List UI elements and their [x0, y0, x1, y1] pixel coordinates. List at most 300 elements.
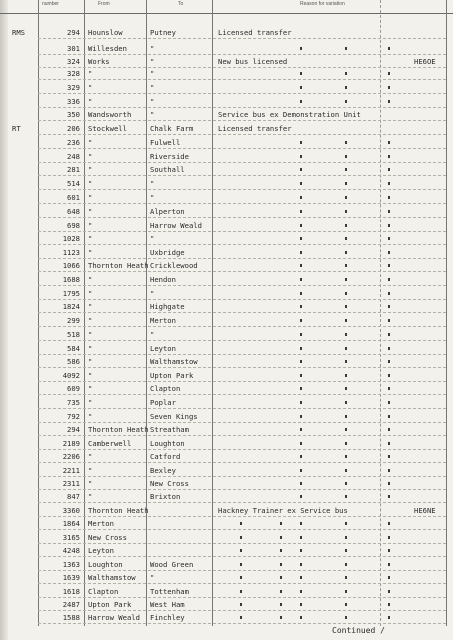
continued-note: Continued /: [332, 626, 385, 635]
to-garage: Clapton: [150, 384, 181, 393]
fleet-number: 601: [67, 193, 80, 202]
ditto-mark: [388, 522, 390, 525]
to-garage: Upton Park: [150, 371, 194, 380]
fleet-number: 248: [67, 152, 80, 161]
to-garage: Tottenham: [150, 587, 189, 596]
ditto-mark: [345, 168, 347, 171]
to-garage: Harrow Weald: [150, 221, 202, 230]
row-rule: [38, 231, 446, 232]
ditto-mark: [300, 141, 302, 144]
from-garage: New Cross: [88, 533, 127, 542]
ditto-mark: [388, 47, 390, 50]
fleet-number: 1824: [62, 302, 80, 311]
ditto-mark: [388, 168, 390, 171]
ditto-mark: [280, 616, 282, 619]
ditto-mark: [240, 603, 242, 606]
to-garage: Hendon: [150, 275, 176, 284]
to-garage: Chalk Farm: [150, 124, 194, 133]
ditto-mark: [388, 603, 390, 606]
to-garage: Uxbridge: [150, 248, 185, 257]
fleet-prefix: RMS: [12, 28, 25, 37]
from-garage: ": [88, 275, 93, 284]
to-garage: Brixton: [150, 492, 181, 501]
fleet-number: 350: [67, 110, 80, 119]
row-rule: [38, 516, 446, 517]
from-garage: ": [88, 138, 93, 147]
ditto-mark: [240, 536, 242, 539]
ditto-mark: [300, 549, 302, 552]
fleet-number: 2487: [62, 600, 80, 609]
row-rule: [38, 217, 446, 218]
row-rule: [38, 529, 446, 530]
from-garage: Upton Park: [88, 600, 132, 609]
ditto-mark: [388, 469, 390, 472]
ditto-mark: [300, 401, 302, 404]
to-garage: Catford: [150, 452, 181, 461]
ditto-mark: [388, 319, 390, 322]
to-garage: ": [150, 234, 155, 243]
fleet-number: 299: [67, 316, 80, 325]
row-rule: [38, 148, 446, 149]
from-garage: ": [88, 248, 93, 257]
ditto-mark: [280, 536, 282, 539]
row-rule: [38, 556, 446, 557]
to-garage: Southall: [150, 165, 185, 174]
to-garage: Bexley: [150, 466, 176, 475]
to-garage: ": [150, 289, 155, 298]
ditto-mark: [388, 141, 390, 144]
ditto-mark: [345, 401, 347, 404]
ditto-mark: [345, 333, 347, 336]
fleet-number: 281: [67, 165, 80, 174]
from-garage: Willesden: [88, 44, 127, 53]
row-rule: [38, 244, 446, 245]
ditto-mark: [345, 141, 347, 144]
ditto-mark: [388, 72, 390, 75]
ditto-mark: [345, 455, 347, 458]
from-garage: ": [88, 289, 93, 298]
ditto-mark: [345, 415, 347, 418]
ditto-mark: [345, 292, 347, 295]
ditto-mark: [240, 616, 242, 619]
ditto-mark: [388, 563, 390, 566]
fleet-number: 518: [67, 330, 80, 339]
reason-for-variation: Service bus ex Demonstration Unit: [218, 110, 361, 119]
to-garage: ": [150, 110, 155, 119]
ditto-mark: [388, 155, 390, 158]
ditto-mark: [345, 305, 347, 308]
to-garage: ": [150, 83, 155, 92]
ditto-mark: [300, 182, 302, 185]
fleet-number: 2211: [62, 466, 80, 475]
fleet-number: 1795: [62, 289, 80, 298]
ditto-mark: [280, 549, 282, 552]
to-garage: Loughton: [150, 439, 185, 448]
from-garage: Thornton Heath: [88, 425, 149, 434]
from-garage: Stockwell: [88, 124, 127, 133]
ditto-mark: [345, 522, 347, 525]
ditto-mark: [345, 442, 347, 445]
ditto-mark: [300, 237, 302, 240]
to-garage: Poplar: [150, 398, 176, 407]
ditto-mark: [300, 319, 302, 322]
from-garage: Camberwell: [88, 439, 132, 448]
ditto-mark: [300, 387, 302, 390]
ditto-mark: [388, 264, 390, 267]
ditto-mark: [300, 536, 302, 539]
reason-for-variation: Hackney Trainer ex Service bus: [218, 506, 348, 515]
ditto-mark: [345, 155, 347, 158]
from-garage: Wandsworth: [88, 110, 132, 119]
to-garage: ": [150, 69, 155, 78]
from-garage: ": [88, 69, 93, 78]
ditto-mark: [300, 224, 302, 227]
row-rule: [38, 326, 446, 327]
from-garage: Thornton Heath: [88, 261, 149, 270]
to-garage: Merton: [150, 316, 176, 325]
ditto-mark: [388, 428, 390, 431]
ditto-mark: [388, 347, 390, 350]
ditto-mark: [300, 616, 302, 619]
fleet-number: 1618: [62, 587, 80, 596]
ditto-mark: [240, 549, 242, 552]
ditto-mark: [300, 603, 302, 606]
fleet-prefix: RT: [12, 124, 21, 133]
ditto-mark: [300, 360, 302, 363]
row-rule: [38, 583, 446, 584]
row-rule: [38, 189, 446, 190]
to-garage: ": [150, 330, 155, 339]
fleet-number: 1688: [62, 275, 80, 284]
header-number: number: [42, 1, 59, 7]
fleet-number: 328: [67, 69, 80, 78]
fleet-number: 735: [67, 398, 80, 407]
ditto-mark: [345, 374, 347, 377]
ditto-mark: [388, 292, 390, 295]
ditto-mark: [300, 590, 302, 593]
ditto-mark: [345, 237, 347, 240]
ditto-mark: [240, 522, 242, 525]
fleet-number: 584: [67, 344, 80, 353]
ditto-mark: [345, 182, 347, 185]
row-rule: [38, 107, 446, 108]
from-garage: Loughton: [88, 560, 123, 569]
row-rule: [38, 120, 446, 121]
ditto-mark: [388, 251, 390, 254]
fleet-number: 324: [67, 57, 80, 66]
from-garage: ": [88, 452, 93, 461]
ditto-mark: [300, 305, 302, 308]
row-rule: [38, 610, 446, 611]
fleet-number: 2311: [62, 479, 80, 488]
from-garage: Hounslow: [88, 28, 123, 37]
from-garage: ": [88, 193, 93, 202]
ditto-mark: [388, 576, 390, 579]
ditto-mark: [300, 428, 302, 431]
to-garage: ": [150, 57, 155, 66]
column-rule: [446, 0, 447, 626]
header-reason: Reason for variation: [300, 1, 345, 7]
fleet-number: 586: [67, 357, 80, 366]
from-garage: Thornton Heath: [88, 506, 149, 515]
fleet-number: 1864: [62, 519, 80, 528]
to-garage: Walthamstow: [150, 357, 198, 366]
fleet-number: 206: [67, 124, 80, 133]
ditto-mark: [345, 576, 347, 579]
ditto-mark: [345, 100, 347, 103]
ditto-mark: [300, 251, 302, 254]
from-garage: Harrow Weald: [88, 613, 140, 622]
from-garage: ": [88, 302, 93, 311]
fleet-number: 301: [67, 44, 80, 53]
from-garage: ": [88, 384, 93, 393]
to-garage: ": [150, 44, 155, 53]
to-garage: Highgate: [150, 302, 185, 311]
ditto-mark: [388, 549, 390, 552]
ditto-mark: [345, 563, 347, 566]
to-garage: Seven Kings: [150, 412, 198, 421]
ditto-mark: [345, 495, 347, 498]
ditto-mark: [345, 278, 347, 281]
fleet-number: 792: [67, 412, 80, 421]
from-garage: ": [88, 207, 93, 216]
row-rule: [38, 381, 446, 382]
ditto-mark: [280, 576, 282, 579]
ditto-mark: [388, 100, 390, 103]
ditto-mark: [280, 603, 282, 606]
row-rule: [38, 312, 446, 313]
ditto-mark: [345, 387, 347, 390]
fleet-number: 1639: [62, 573, 80, 582]
ditto-mark: [388, 333, 390, 336]
registration-code: HE6NE: [414, 506, 436, 515]
row-rule: [38, 258, 446, 259]
ditto-mark: [300, 333, 302, 336]
from-garage: ": [88, 412, 93, 421]
to-garage: Putney: [150, 28, 176, 37]
ditto-mark: [388, 482, 390, 485]
from-garage: Works: [88, 57, 110, 66]
ditto-mark: [345, 360, 347, 363]
ditto-mark: [345, 536, 347, 539]
page-edge-shadow: [0, 0, 8, 640]
from-garage: ": [88, 221, 93, 230]
ditto-mark: [345, 47, 347, 50]
to-garage: Leyton: [150, 344, 176, 353]
ditto-mark: [388, 442, 390, 445]
ditto-mark: [388, 224, 390, 227]
row-rule: [38, 54, 446, 55]
row-rule: [38, 340, 446, 341]
ditto-mark: [345, 196, 347, 199]
from-garage: ": [88, 234, 93, 243]
from-garage: ": [88, 479, 93, 488]
ditto-mark: [388, 360, 390, 363]
row-rule: [38, 67, 446, 68]
fleet-number: 648: [67, 207, 80, 216]
fleet-number: 4092: [62, 371, 80, 380]
ditto-mark: [240, 563, 242, 566]
fleet-number: 236: [67, 138, 80, 147]
row-rule: [38, 79, 446, 80]
ditto-mark: [280, 522, 282, 525]
from-garage: Leyton: [88, 546, 114, 555]
ditto-mark: [300, 495, 302, 498]
ditto-mark: [345, 224, 347, 227]
ditto-mark: [300, 292, 302, 295]
row-rule: [38, 285, 446, 286]
ditto-mark: [300, 469, 302, 472]
ditto-mark: [388, 237, 390, 240]
row-rule: [38, 134, 446, 135]
ditto-mark: [240, 576, 242, 579]
row-rule: [38, 394, 446, 395]
row-rule: [38, 462, 446, 463]
fleet-number: 1028: [62, 234, 80, 243]
ditto-mark: [388, 616, 390, 619]
ditto-mark: [388, 536, 390, 539]
ditto-mark: [345, 319, 347, 322]
ditto-mark: [300, 47, 302, 50]
fleet-number: 3360: [62, 506, 80, 515]
fleet-number: 698: [67, 221, 80, 230]
to-garage: Streatham: [150, 425, 189, 434]
row-rule: [38, 367, 446, 368]
fleet-number: 294: [67, 28, 80, 37]
to-garage: ": [150, 97, 155, 106]
from-garage: ": [88, 165, 93, 174]
ditto-mark: [300, 522, 302, 525]
ditto-mark: [345, 428, 347, 431]
ditto-mark: [345, 590, 347, 593]
ditto-mark: [300, 168, 302, 171]
ditto-mark: [300, 415, 302, 418]
ditto-mark: [388, 210, 390, 213]
from-garage: ": [88, 466, 93, 475]
row-rule: [38, 435, 446, 436]
row-rule: [38, 299, 446, 300]
row-rule: [38, 93, 446, 94]
to-garage: Riverside: [150, 152, 189, 161]
ditto-mark: [345, 251, 347, 254]
ditto-mark: [388, 401, 390, 404]
from-garage: ": [88, 492, 93, 501]
table-header: [0, 0, 453, 14]
fleet-number: 1363: [62, 560, 80, 569]
from-garage: Merton: [88, 519, 114, 528]
fleet-number: 609: [67, 384, 80, 393]
ditto-mark: [300, 86, 302, 89]
to-garage: Alperton: [150, 207, 185, 216]
to-garage: Fulwell: [150, 138, 181, 147]
ditto-mark: [300, 455, 302, 458]
ditto-mark: [388, 387, 390, 390]
ditto-mark: [388, 196, 390, 199]
ditto-mark: [345, 549, 347, 552]
ditto-mark: [300, 576, 302, 579]
ditto-mark: [280, 590, 282, 593]
ditto-mark: [300, 563, 302, 566]
fleet-number: 4248: [62, 546, 80, 555]
ditto-mark: [345, 616, 347, 619]
from-garage: ": [88, 83, 93, 92]
ditto-mark: [345, 86, 347, 89]
ditto-mark: [388, 374, 390, 377]
reason-for-variation: New bus licensed: [218, 57, 288, 66]
fleet-number: 514: [67, 179, 80, 188]
from-garage: ": [88, 398, 93, 407]
row-rule: [38, 203, 446, 204]
ditto-mark: [345, 482, 347, 485]
registration-code: HE6OE: [414, 57, 436, 66]
fleet-number: 847: [67, 492, 80, 501]
to-garage: Wood Green: [150, 560, 194, 569]
from-garage: ": [88, 179, 93, 188]
fleet-number: 3165: [62, 533, 80, 542]
fleet-number: 1066: [62, 261, 80, 270]
ditto-mark: [300, 100, 302, 103]
ditto-mark: [300, 347, 302, 350]
ditto-mark: [240, 590, 242, 593]
from-garage: ": [88, 344, 93, 353]
fleet-number: 294: [67, 425, 80, 434]
ditto-mark: [300, 374, 302, 377]
fleet-number: 2189: [62, 439, 80, 448]
ditto-mark: [300, 482, 302, 485]
ditto-mark: [280, 563, 282, 566]
row-rule: [38, 422, 446, 423]
ditto-mark: [300, 210, 302, 213]
row-rule: [38, 476, 446, 477]
to-garage: ": [150, 193, 155, 202]
ditto-mark: [388, 455, 390, 458]
ditto-mark: [388, 305, 390, 308]
fleet-number: 336: [67, 97, 80, 106]
row-rule: [38, 597, 446, 598]
row-rule: [38, 271, 446, 272]
from-garage: Walthamstow: [88, 573, 136, 582]
ditto-mark: [345, 603, 347, 606]
row-rule: [38, 623, 446, 624]
fleet-number: 1123: [62, 248, 80, 257]
from-garage: ": [88, 357, 93, 366]
from-garage: ": [88, 152, 93, 161]
ditto-mark: [345, 264, 347, 267]
fleet-number: 2206: [62, 452, 80, 461]
ditto-mark: [388, 86, 390, 89]
row-rule: [38, 408, 446, 409]
ditto-mark: [300, 155, 302, 158]
to-garage: ": [150, 573, 155, 582]
ditto-mark: [388, 415, 390, 418]
row-rule: [38, 175, 446, 176]
from-garage: ": [88, 330, 93, 339]
header-to: To: [178, 1, 184, 7]
to-garage: West Ham: [150, 600, 185, 609]
ditto-mark: [300, 278, 302, 281]
from-garage: ": [88, 97, 93, 106]
from-garage: Clapton: [88, 587, 119, 596]
ditto-mark: [388, 495, 390, 498]
to-garage: ": [150, 179, 155, 188]
fleet-number: 329: [67, 83, 80, 92]
ditto-mark: [300, 264, 302, 267]
to-garage: Cricklewood: [150, 261, 198, 270]
ditto-mark: [345, 72, 347, 75]
ditto-mark: [388, 590, 390, 593]
to-garage: New Cross: [150, 479, 189, 488]
from-garage: ": [88, 316, 93, 325]
